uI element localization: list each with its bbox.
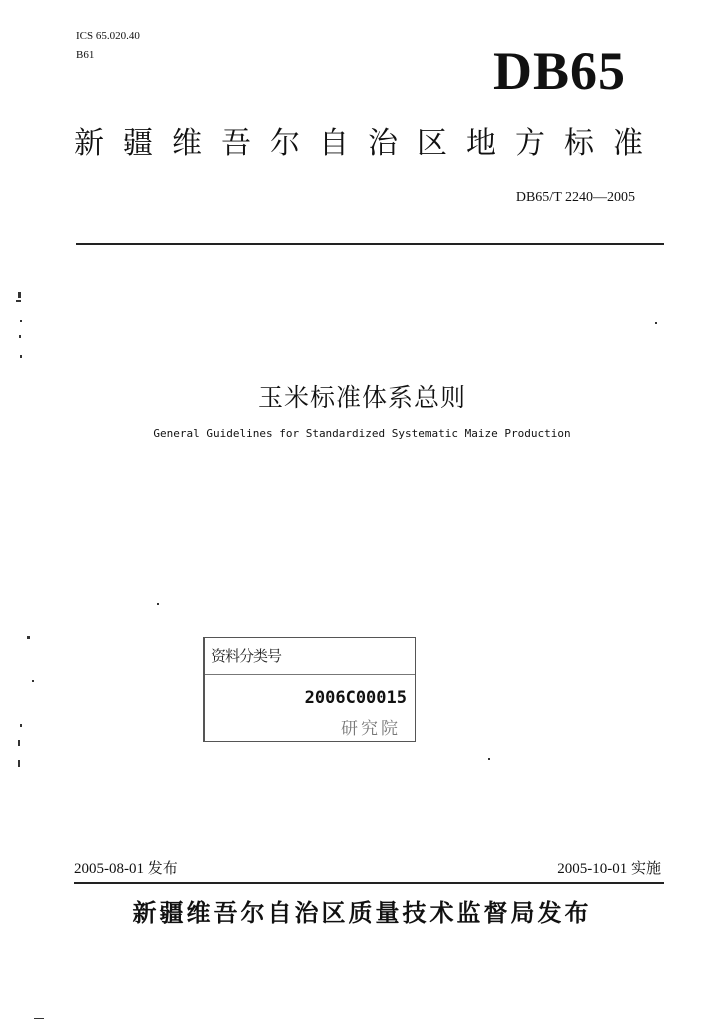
stamp-institute-label: 研究院: [341, 719, 401, 739]
header-divider: [76, 243, 664, 245]
scan-mark: [20, 320, 22, 322]
scan-mark: [18, 292, 21, 298]
scan-mark: [488, 758, 490, 760]
implement-date: 2005-10-01 实施: [557, 861, 661, 877]
scan-mark: [20, 355, 22, 358]
scan-mark: [18, 760, 20, 767]
scan-mark: [32, 680, 34, 682]
publish-date: 2005-08-01 发布: [74, 861, 178, 877]
scan-mark: [19, 335, 21, 338]
stamp-archive-number: 2006C00015: [304, 688, 407, 708]
standard-code: DB65: [492, 41, 626, 101]
ccs-code: B61: [76, 49, 95, 61]
standard-number: DB65/T 2240—2005: [515, 190, 635, 205]
scan-mark: [655, 322, 657, 324]
document-title-chinese: 玉米标准体系总则: [257, 383, 466, 412]
scan-mark: [20, 724, 22, 727]
standard-category-title: 新疆维吾尔自治区地方标准: [74, 126, 662, 161]
scan-mark: [34, 1018, 44, 1019]
footer-divider: [74, 882, 664, 884]
issuing-authority: 新疆维吾尔自治区质量技术监督局发布: [132, 899, 592, 927]
scan-mark: [18, 740, 20, 746]
ics-code: ICS 65.020.40: [76, 30, 140, 42]
scan-mark: [157, 603, 159, 605]
library-stamp: [203, 637, 416, 742]
stamp-classification-label: 资料分类号: [211, 647, 282, 665]
scan-mark: [27, 636, 30, 639]
stamp-divider: [205, 674, 415, 675]
document-title-english: General Guidelines for Standardized Systematic Maize Production: [153, 427, 571, 440]
scan-mark: [16, 300, 21, 302]
